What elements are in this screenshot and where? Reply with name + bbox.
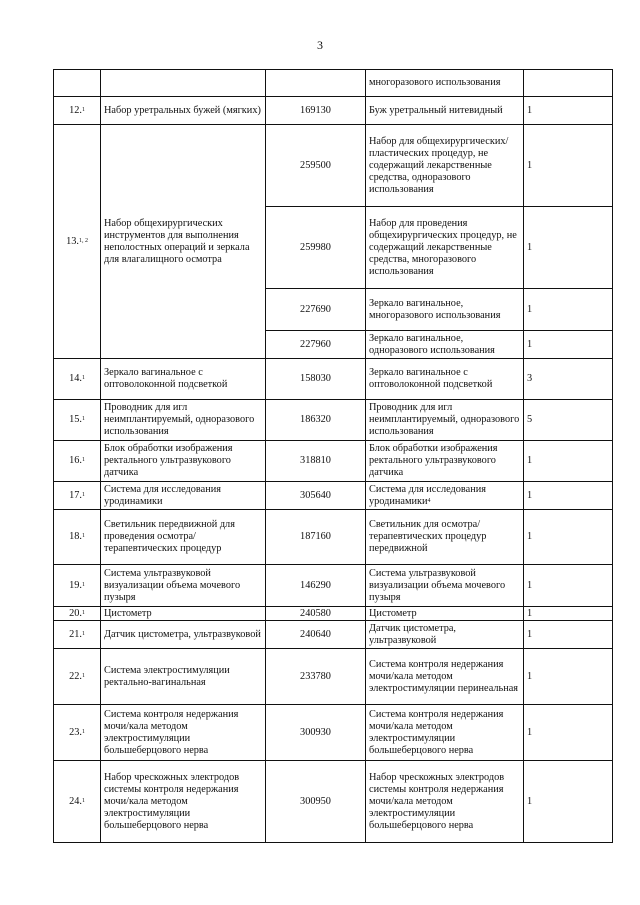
item-code <box>266 70 366 97</box>
table-row <box>54 761 613 843</box>
item-description: Блок обработки изображения ректального ультразвукового датчика <box>366 441 524 482</box>
item-name: Светильник передвижной для проведения осмотра/терапевтических процедур <box>101 510 266 565</box>
item-name: Блок обработки изображения ректального ультразвукового датчика <box>101 441 266 482</box>
item-code: 240580 <box>266 607 366 621</box>
item-description: Система для исследования уродинамики$^4$ <box>366 482 524 510</box>
item-description: Зеркало вагинальное, одноразового использования <box>366 331 524 359</box>
table-row <box>54 359 613 400</box>
row-number: 23.$^1$ <box>54 705 101 761</box>
item-name: Набор чрескожных электродов системы контроля недержания мочи/кала методом электростимуляции большеберцового нерва <box>101 761 266 843</box>
row-number: 15.$^1$ <box>54 400 101 441</box>
item-code: 186320 <box>266 400 366 441</box>
item-quantity: 1 <box>524 761 613 843</box>
row-number: 16.$^1$ <box>54 441 101 482</box>
table-row <box>54 70 613 97</box>
row-number: 13.$^{1, 2}$ <box>54 125 101 359</box>
item-description: Набор для проведения общехирургических процедур, не содержащий лекарственные средства, многоразового использования <box>366 207 524 289</box>
table-row <box>54 482 613 510</box>
item-name: Набор общехирургических инструментов для выполнения неполостных операций и зеркала для влагалищного осмотра <box>101 125 266 359</box>
item-description: Буж уретральный нитевидный <box>366 97 524 125</box>
table-row <box>54 441 613 482</box>
item-description: Набор для общехирургических/пластических процедур, не содержащий лекарственные средства, одноразового использования <box>366 125 524 207</box>
row-number: 24.$^1$ <box>54 761 101 843</box>
table-row <box>54 400 613 441</box>
item-quantity: 5 <box>524 400 613 441</box>
row-number: 18.$^1$ <box>54 510 101 565</box>
row-number: 20.$^1$ <box>54 607 101 621</box>
item-description: Система ультразвуковой визуализации объема мочевого пузыря <box>366 565 524 607</box>
item-description: Зеркало вагинальное, многоразового использования <box>366 289 524 331</box>
item-name: Набор уретральных бужей (мягких) <box>101 97 266 125</box>
item-description: Цистометр <box>366 607 524 621</box>
table-row <box>54 565 613 607</box>
item-quantity: 1 <box>524 510 613 565</box>
item-quantity: 1 <box>524 649 613 705</box>
item-code: 227690 <box>266 289 366 331</box>
item-description: Проводник для игл неимплантируемый, одноразового использования <box>366 400 524 441</box>
item-code: 146290 <box>266 565 366 607</box>
item-code: 158030 <box>266 359 366 400</box>
item-quantity: 1 <box>524 607 613 621</box>
item-code: 187160 <box>266 510 366 565</box>
item-code: 169130 <box>266 97 366 125</box>
item-name: Зеркало вагинальное с оптоволоконной подсветкой <box>101 359 266 400</box>
item-quantity: 1 <box>524 565 613 607</box>
item-code: 305640 <box>266 482 366 510</box>
row-number: 12.$^1$ <box>54 97 101 125</box>
row-number <box>54 70 101 97</box>
item-code: 318810 <box>266 441 366 482</box>
item-description: Система контроля недержания мочи/кала методом электростимуляции перинеальная <box>366 649 524 705</box>
item-code: 300930 <box>266 705 366 761</box>
item-name: Система контроля недержания мочи/кала методом электростимуляции большеберцового нерва <box>101 705 266 761</box>
item-name: Система ультразвуковой визуализации объема мочевого пузыря <box>101 565 266 607</box>
item-quantity <box>524 70 613 97</box>
table-row <box>54 621 613 649</box>
item-quantity: 1 <box>524 125 613 207</box>
item-name: Система электростимуляции ректально-вагинальная <box>101 649 266 705</box>
row-number: 19.$^1$ <box>54 565 101 607</box>
table-row <box>54 649 613 705</box>
row-number: 14.$^1$ <box>54 359 101 400</box>
item-description: Зеркало вагинальное с оптоволоконной подсветкой <box>366 359 524 400</box>
item-code: 259500 <box>266 125 366 207</box>
item-name: Проводник для игл неимплантируемый, одноразового использования <box>101 400 266 441</box>
item-quantity: 3 <box>524 359 613 400</box>
item-quantity: 1 <box>524 97 613 125</box>
item-description: Набор чрескожных электродов системы контроля недержания мочи/кала методом электростимуляции большеберцового нерва <box>366 761 524 843</box>
table-row <box>54 510 613 565</box>
item-quantity: 1 <box>524 441 613 482</box>
item-quantity: 1 <box>524 705 613 761</box>
item-name <box>101 70 266 97</box>
item-quantity: 1 <box>524 289 613 331</box>
page-number: 3 <box>317 38 323 52</box>
item-code: 233780 <box>266 649 366 705</box>
item-name: Датчик цистометра, ультразвуковой <box>101 621 266 649</box>
table-row <box>54 607 613 621</box>
item-quantity: 1 <box>524 207 613 289</box>
table-row <box>54 97 613 125</box>
item-code: 259980 <box>266 207 366 289</box>
item-code: 227960 <box>266 331 366 359</box>
item-quantity: 1 <box>524 482 613 510</box>
item-description: Датчик цистометра, ультразвуковой <box>366 621 524 649</box>
item-description: Светильник для осмотра/терапевтических процедур передвижной <box>366 510 524 565</box>
item-quantity: 1 <box>524 621 613 649</box>
item-quantity: 1 <box>524 331 613 359</box>
row-number: 21.$^1$ <box>54 621 101 649</box>
table-row <box>54 705 613 761</box>
item-code: 300950 <box>266 761 366 843</box>
equipment-table <box>53 69 613 843</box>
item-code: 240640 <box>266 621 366 649</box>
item-name: Система для исследования уродинамики <box>101 482 266 510</box>
item-description: многоразового использования <box>366 70 524 97</box>
item-description: Система контроля недержания мочи/кала методом электростимуляции большеберцового нерва <box>366 705 524 761</box>
row-number: 22.$^1$ <box>54 649 101 705</box>
item-name: Цистометр <box>101 607 266 621</box>
table-row <box>54 125 613 207</box>
row-number: 17.$^1$ <box>54 482 101 510</box>
